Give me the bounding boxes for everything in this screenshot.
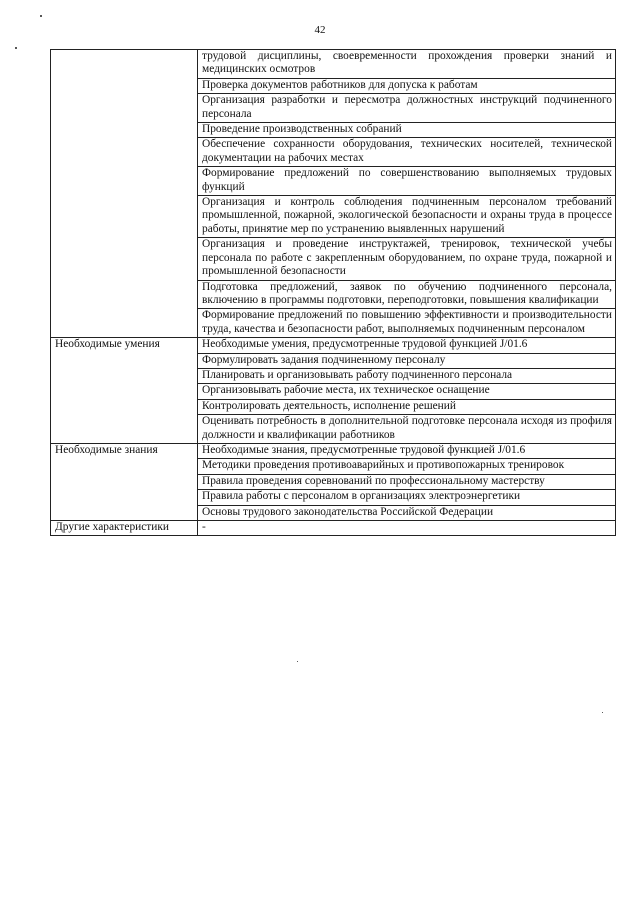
table-cell: Организация разработки и пересмотра должностных инструкций подчиненного персонала <box>198 94 616 123</box>
table-cell: Методики проведения противоаварийных и противопожарных тренировок <box>198 459 616 474</box>
table-cell: трудовой дисциплины, своевременности прохождения проверки знаний и медицинских осмотров <box>198 50 616 79</box>
table-row <box>51 521 616 536</box>
table-cell: Правила проведения соревнований по профессиональному мастерству <box>198 474 616 489</box>
row-label <box>51 50 198 338</box>
table-cell: Организация и проведение инструктажей, тренировок, технической учебы персонала по работе с закрепленным оборудованием, по охране труда, пожарной и промышленной безопасности <box>198 238 616 280</box>
table-cell: Обеспечение сохранности оборудования, технических носителей, технической документации на рабочих местах <box>198 138 616 167</box>
table-cell: Подготовка предложений, заявок по обучению подчиненного персонала, включению в программы подготовки, переподготовки, повышения квалификации <box>198 280 616 309</box>
table-row <box>51 443 616 458</box>
table-cell: Планировать и организовывать работу подчиненного персонала <box>198 368 616 383</box>
competency-table <box>50 49 616 536</box>
scan-speck <box>15 47 17 49</box>
table-cell: Формирование предложений по повышению эффективности и производительности труда, качества и безопасности работ, выполняемых подчиненным персоналом <box>198 309 616 338</box>
row-label: Необходимые умения <box>51 338 198 444</box>
page-number: 42 <box>314 24 326 36</box>
table-cell: Формирование предложений по совершенствованию выполняемых трудовых функций <box>198 167 616 196</box>
table-row <box>51 338 616 353</box>
table-cell: - <box>198 521 616 536</box>
row-label: Необходимые знания <box>51 443 198 520</box>
table-cell: Оценивать потребность в дополнительной подготовке персонала исходя из профиля должности и квалификации работников <box>198 415 616 444</box>
scan-speck <box>40 15 42 17</box>
table-cell: Основы трудового законодательства Российской Федерации <box>198 505 616 520</box>
table-cell: Правила работы с персоналом в организациях электроэнергетики <box>198 490 616 505</box>
scan-speck <box>297 661 298 662</box>
table-cell: Проверка документов работников для допуска к работам <box>198 78 616 93</box>
row-label: Другие характеристики <box>51 521 198 536</box>
table-cell: Необходимые знания, предусмотренные трудовой функцией J/01.6 <box>198 443 616 458</box>
scan-speck <box>602 712 603 713</box>
table-cell: Проведение производственных собраний <box>198 123 616 138</box>
table-cell: Организовывать рабочие места, их техническое оснащение <box>198 384 616 399</box>
table-row <box>51 50 616 79</box>
table-cell: Необходимые умения, предусмотренные трудовой функцией J/01.6 <box>198 338 616 353</box>
table-cell: Формулировать задания подчиненному персоналу <box>198 353 616 368</box>
table-cell: Организация и контроль соблюдения подчиненным персоналом требований промышленной, пожарной, экологической безопасности и охраны труда в процессе работы, принятие мер по устранению выявленных нарушений <box>198 196 616 238</box>
table-cell: Контролировать деятельность, исполнение решений <box>198 399 616 414</box>
